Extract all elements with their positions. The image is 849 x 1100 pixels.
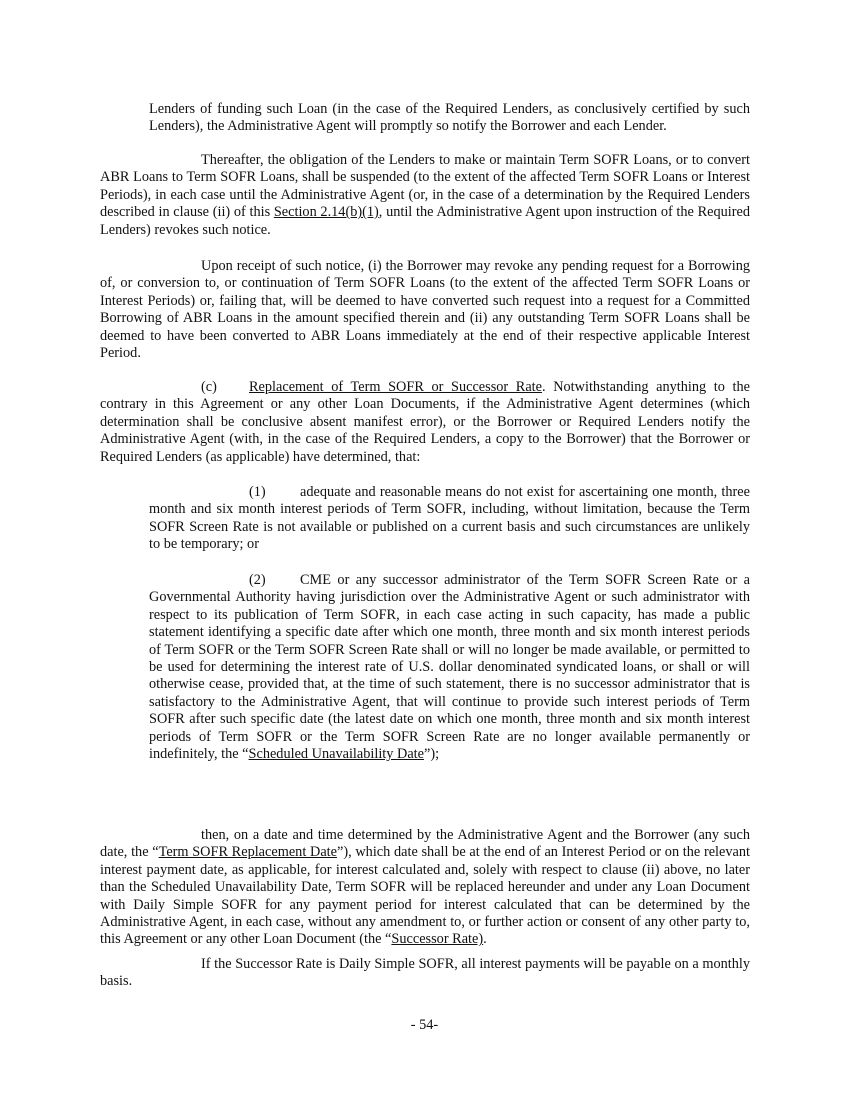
- paragraph-c-replacement: [100, 379, 750, 466]
- page-number: - 54-: [410, 1017, 439, 1033]
- subclause-2: [149, 572, 750, 763]
- paragraph-text: ”);: [424, 746, 440, 763]
- paragraph-text: Thereafter, the obligation of the Lenders to make or maintain Term SOFR Loans, or to convert ABR Loans to Term SOFR Loans, shall be suspended (to the extent of the affected Term SOFR Loans or Interest Periods), in each case until the Administrative Agent (or, in the case of a determination by the Required Lenders described in clause (ii) of this: [100, 152, 750, 221]
- paragraph-lenders-funding: [149, 101, 750, 136]
- clause-number: (2): [249, 572, 266, 588]
- paragraph-suspension: [100, 152, 750, 239]
- paragraph-text: CME or any successor administrator of the Term SOFR Screen Rate or a Governmental Authority having jurisdiction over the Administrative Agent or such administrator with respect to its publication of Term SOFR, in each case acting in such capacity, has made a public statement identifying a specific date after which one month, three month and six month interest periods of Term SOFR or the Term SOFR Screen Rate shall or will no longer be made available, or permitted to be used for determining the interest rate of U.S. dollar denominated syndicated loans, or shall or will otherwise cease, provided that, at the time of such statement, there is no successor administrator that is satisfactory to the Administrative Agent, that will continue to provide such interest periods of Term SOFR after such specific date (the latest date on which one month, three month and six month interest periods of Term SOFR or the Term SOFR Screen Rate are no longer available permanently or indefinitely, the “: [149, 572, 750, 763]
- paragraph-then-successor: [100, 827, 750, 949]
- paragraph-text: .: [483, 931, 487, 948]
- paragraph-text: Upon receipt of such notice, (i) the Borrower may revoke any pending request for a Borrowing of, or conversion to, or continuation of Term SOFR Loans (to the extent of the affected Term SOFR Loans or Interest Periods) or, failing that, will be deemed to have converted such request into a request for a Committed Borrowing of ABR Loans in the amount specified therein and (ii) any outstanding Term SOFR Loans shall be deemed to have been converted to ABR Loans immediately at the end of their respective applicable Interest Period.: [100, 258, 750, 362]
- defined-term: Scheduled Unavailability Date: [248, 746, 424, 763]
- paragraph-text: ”), which date shall be at the end of an Interest Period or on the relevant interest payment date, as applicable, for interest calculated and, solely with respect to clause (ii) above, no later than the Scheduled Unavailability Date, Term SOFR will be replaced hereunder and under any Loan Document with Daily Simple SOFR for any payment period for interest calculated that can be determined by the Administrative Agent, in each case, without any amendment to, or further action or consent of any other party to, this Agreement or any other Loan Document (the “: [100, 844, 750, 948]
- section-reference-link: Section 2.14(b)(1): [273, 204, 379, 221]
- subclause-1: [149, 484, 750, 554]
- paragraph-text: then, on a date and time determined by the Administrative Agent and the Borrower (any such date, the “: [100, 827, 750, 861]
- paragraph-receipt-of-notice: [100, 258, 750, 362]
- section-heading: Replacement of Term SOFR or Successor Rate: [249, 379, 543, 395]
- paragraph-text: Lenders of funding such Loan (in the case of the Required Lenders, as conclusively certified by such Lenders), the Administrative Agent will promptly so notify the Borrower and each Lender.: [149, 101, 750, 135]
- defined-term: Successor Rate): [391, 931, 484, 948]
- clause-number: (1): [249, 484, 266, 500]
- paragraph-text: . Notwithstanding anything to the contrary in this Agreement or any other Loan Documents, if the Administrative Agent determines (which determination shall be conclusive absent manifest error), or the Borrower or Required Lenders notify the Administrative Agent (with, in the case of the Required Lenders, a copy to the Borrower) that the Borrower or Required Lenders (as applicable) have determined, that:: [100, 379, 750, 465]
- defined-term: Term SOFR Replacement Date: [158, 844, 337, 861]
- paragraph-text: If the Successor Rate is Daily Simple SOFR, all interest payments will be payable on a monthly basis.: [100, 956, 750, 990]
- paragraph-text: adequate and reasonable means do not exist for ascertaining one month, three month and six month interest periods of Term SOFR, including, without limitation, because the Term SOFR Screen Rate is not available or published on a current basis and such circumstances are unlikely to be temporary; or: [149, 484, 750, 553]
- paragraph-text: , until the Administrative Agent upon instruction of the Required Lenders) revokes such notice.: [100, 204, 750, 238]
- clause-number: (c): [201, 379, 217, 395]
- paragraph-monthly-payments: [100, 956, 750, 991]
